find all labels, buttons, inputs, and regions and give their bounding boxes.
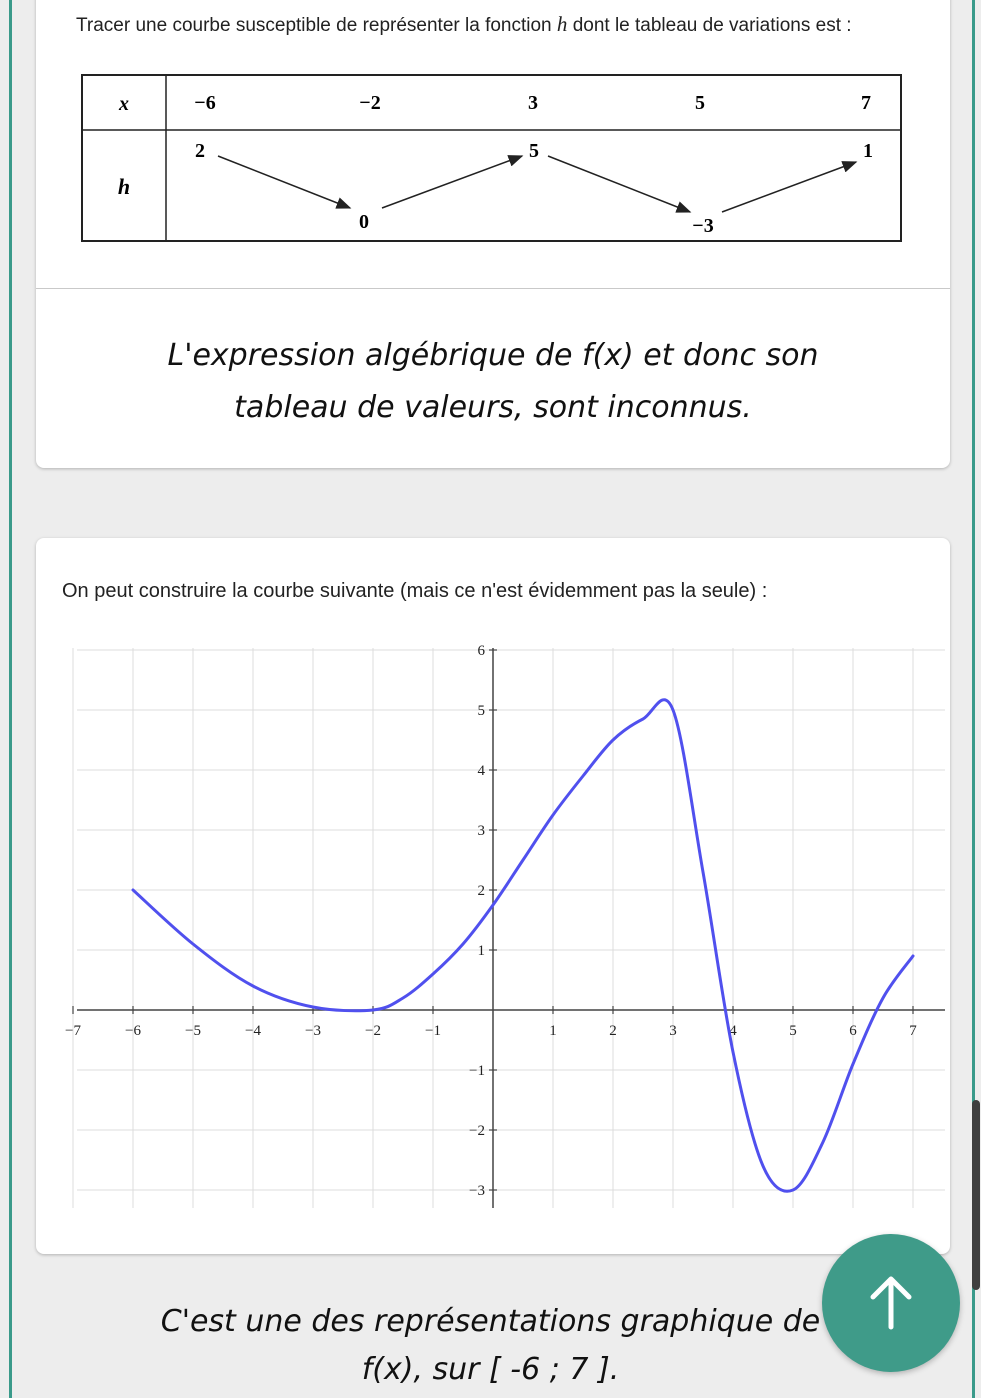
y-tick-label: 5 [477, 703, 485, 719]
y-tick-label: −3 [469, 1183, 485, 1199]
x-tick-label: −7 [65, 1023, 81, 1039]
y-tick-label: 1 [477, 943, 485, 959]
scrollbar-thumb[interactable] [972, 1100, 980, 1290]
x-tick-label: −6 [125, 1023, 141, 1039]
function-curve [133, 700, 913, 1191]
y-tick-label: 3 [477, 823, 485, 839]
conclusion-line: C'est une des représentations graphique de [160, 1304, 821, 1339]
y-tick-label: 6 [477, 643, 485, 659]
x-tick-label: 5 [789, 1023, 797, 1039]
table-x-label: x [119, 93, 129, 115]
y-tick-label: −1 [469, 1063, 485, 1079]
x-tick-label: 7 [909, 1023, 917, 1039]
y-tick-label: 2 [477, 883, 485, 899]
table-h-value: 2 [195, 140, 205, 162]
table-x-value: −6 [194, 92, 216, 114]
conclusion-line: f(x), sur [ -6 ; 7 ]. [361, 1352, 620, 1387]
prompt-after: dont le tableau de variations est : [572, 15, 852, 36]
notice-line: tableau de valeurs, sont inconnus. [234, 390, 752, 425]
x-tick-label: −5 [185, 1023, 201, 1039]
x-tick-label: 1 [549, 1023, 557, 1039]
table-x-value: 7 [861, 92, 871, 114]
notice-line: L'expression algébrique de f(x) et donc son [167, 338, 819, 373]
graph-curve [133, 700, 913, 1191]
x-tick-label: 2 [609, 1023, 617, 1039]
prompt-function-name: h [556, 12, 568, 36]
x-tick-label: −4 [245, 1023, 261, 1039]
x-tick-label: −3 [305, 1023, 321, 1039]
table-h-value: 5 [529, 140, 539, 162]
table-x-value: 5 [695, 92, 705, 114]
example-description: On peut construire la courbe suivante (mais ce n'est évidemment pas la seule) : [62, 580, 768, 602]
x-tick-label: −2 [365, 1023, 381, 1039]
table-h-value: −3 [692, 215, 714, 237]
graph-grid [73, 648, 945, 1208]
graph-axes [73, 648, 945, 1208]
table-x-value: 3 [528, 92, 538, 114]
x-tick-label: 6 [849, 1023, 857, 1039]
table-h-label: h [117, 174, 131, 199]
table-h-value: 1 [863, 140, 873, 162]
scroll-to-top-button[interactable] [822, 1234, 960, 1372]
x-tick-label: −1 [425, 1023, 441, 1039]
prompt-before: Tracer une courbe susceptible de représenter la fonction [76, 15, 552, 36]
table-h-value: 0 [359, 211, 369, 233]
y-tick-label: −2 [469, 1123, 485, 1139]
y-tick-label: 4 [477, 763, 485, 779]
x-tick-label: 3 [669, 1023, 677, 1039]
table-x-value: −2 [359, 92, 381, 114]
x-tick-label: 4 [729, 1023, 737, 1039]
arrow-up-icon [867, 1275, 915, 1331]
